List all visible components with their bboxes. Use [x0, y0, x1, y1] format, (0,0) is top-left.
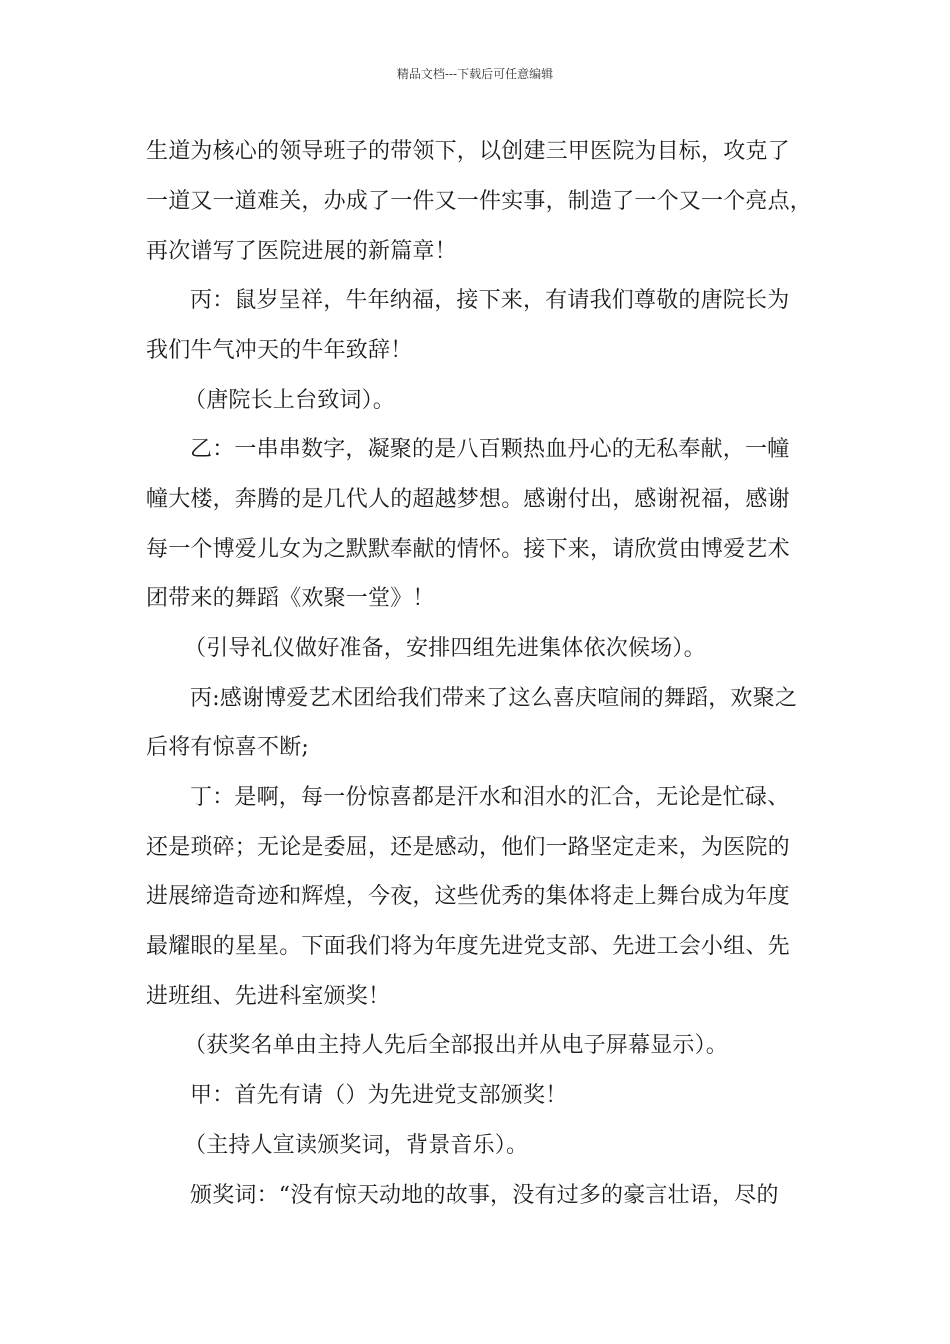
text-line: 幢大楼，奔腾的是几代人的超越梦想。感谢付出，感谢祝福，感谢: [146, 487, 790, 512]
text-line: 我们牛气冲天的牛年致辞！: [146, 338, 413, 363]
text-line: 丙：鼠岁呈祥，牛年纳福，接下来，有请我们尊敬的唐院长为: [190, 288, 790, 313]
text-line: （唐院长上台致词）。: [184, 388, 396, 413]
text-line: 乙：一串串数字，凝聚的是八百颗热血丹心的无私奉献，一幢: [190, 437, 790, 462]
text-line: 团带来的舞蹈《欢聚一堂》！: [146, 586, 435, 611]
page-header: 精品文档---下载后可任意编辑: [396, 67, 554, 81]
text-line: 一道又一道难关，办成了一件又一件实事，制造了一个又一个亮点，: [146, 189, 813, 214]
text-line: 后将有惊喜不断;: [146, 735, 310, 760]
text-line: 还是琐碎；无论是委屈，还是感动，他们一路坚定走来，为医院的: [146, 835, 790, 860]
text-line: 丙:感谢博爱艺术团给我们带来了这么喜庆喧闹的舞蹈，欢聚之: [190, 686, 798, 711]
text-line: 每一个博爱儿女为之默默奉献的情怀。接下来，请欣赏由博爱艺术: [146, 537, 790, 562]
text-line: 再次谱写了医院进展的新篇章！: [146, 239, 457, 264]
text-line: （引导礼仪做好准备，安排四组先进集体依次候场）。: [184, 636, 706, 661]
text-line: 甲：首先有请（）为先进党支部颁奖！: [190, 1083, 568, 1108]
text-line: 最耀眼的星星。下面我们将为年度先进党支部、先进工会小组、先: [146, 934, 790, 959]
text-line: 进展缔造奇迹和辉煌，今夜，这些优秀的集体将走上舞台成为年度: [146, 884, 790, 909]
text-line: 丁：是啊，每一份惊喜都是汗水和泪水的汇合，无论是忙碌、: [190, 785, 790, 810]
text-line: （主持人宣读颁奖词，背景音乐）。: [184, 1133, 529, 1158]
text-line: 颁奖词：“没有惊天动地的故事，没有过多的豪言壮语，尽的: [190, 1183, 779, 1208]
text-line: （获奖名单由主持人先后全部报出并从电子屏幕显示）。: [184, 1033, 729, 1058]
text-line: 生道为核心的领导班子的带领下，以创建三甲医院为目标，攻克了: [146, 139, 790, 164]
text-line: 进班组、先进科室颁奖！: [146, 984, 391, 1009]
